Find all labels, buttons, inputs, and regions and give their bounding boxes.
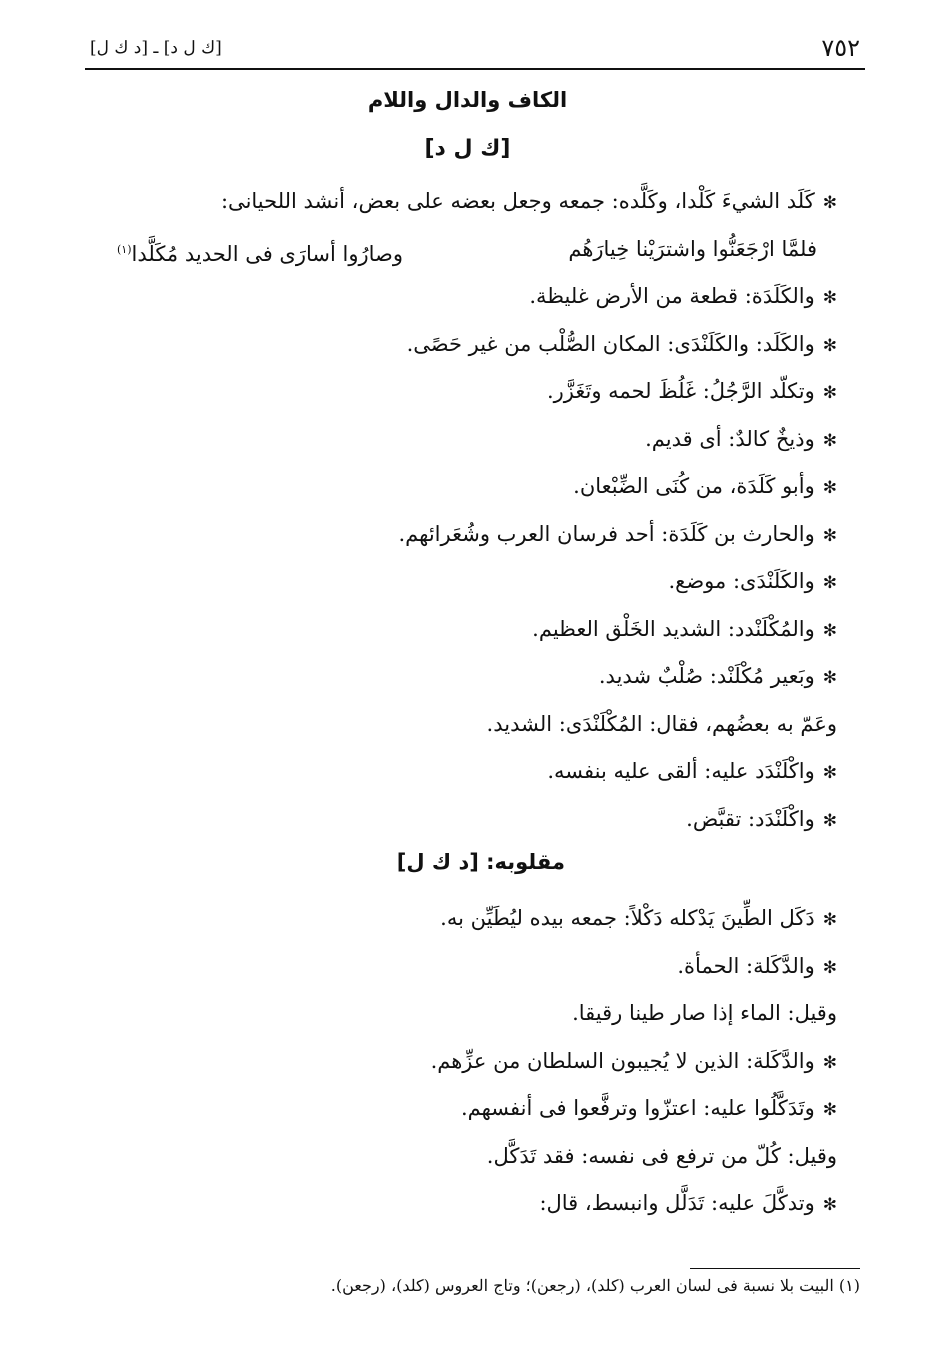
entry-line — [97, 558, 837, 606]
entry-line — [97, 273, 837, 321]
entry-line — [97, 511, 837, 559]
entry-line — [97, 1038, 837, 1086]
entry-star-icon: ✻ — [822, 478, 837, 498]
entry-text: وعَمّ به بعضُهم، فقال: المُكْلَنْدَى: الشديد. — [486, 711, 837, 736]
entry-line — [97, 796, 837, 844]
entry-star-icon: ✻ — [822, 1052, 837, 1073]
entry-line — [97, 895, 837, 943]
entry-text: كَلَد الشيءَ كَلْدا، وكَلَّده: جمعه وجعل بعضه على بعض، أنشد اللحيانى: — [220, 189, 815, 213]
entry-line — [97, 606, 837, 654]
verse-second-hemistich: وصارُوا أسارَى فى الحديد مُكَلَّدا$^{(١)}$ — [117, 242, 403, 266]
entry-line — [97, 416, 837, 464]
entry-line — [97, 990, 837, 1038]
entry-text: وقيل: كُلّ من ترفع فى نفسه: فقد تَدَكَّل. — [486, 1143, 837, 1168]
entry-line — [97, 748, 837, 796]
entry-line — [97, 368, 837, 416]
entry-star-icon: ✻ — [822, 620, 837, 641]
entry-line — [97, 1180, 837, 1228]
entry-star-icon: ✻ — [822, 957, 837, 978]
entry-star-icon: ✻ — [822, 335, 837, 356]
entry-line — [97, 653, 837, 701]
entry-star-icon: ✻ — [822, 193, 837, 213]
entry-text: وأبو كَلَدَة، من كُنَى الضِّبْعان. — [573, 474, 815, 498]
entry-text: وذيخٌ كالدٌ: أى قديم. — [645, 426, 815, 451]
entry-star-icon: ✻ — [822, 383, 837, 403]
root-heading: [ك ل د] — [424, 136, 511, 161]
entry-text: والكَلَنْدَى: موضع. — [668, 569, 815, 593]
entry-star-icon: ✻ — [822, 573, 837, 593]
entry-line — [97, 701, 837, 749]
entry-text: وتدكَّلَ عليه: تَدَلَّل وانبسط، قال: — [539, 1191, 815, 1215]
page-number: ٧٥٢ — [821, 34, 860, 62]
entry-text: واكْلَنْدَد: تقبَّض. — [686, 806, 815, 831]
entries-list-2 — [97, 895, 837, 1228]
footnote: (١) البيت بلا نسبة فى لسان العرب (كلد)، (رجعن)؛ وتاج العروس (كلد)، (رجعن). — [330, 1276, 860, 1295]
maqlub-heading: مقلوبه: [د ك ل] — [396, 850, 565, 874]
entry-line — [97, 1085, 837, 1133]
footnote-rule — [690, 1268, 860, 1269]
entry-star-icon: ✻ — [822, 1100, 837, 1120]
running-head-roots: [ك ل د] ـ [د ك ل] — [90, 38, 222, 58]
entry-star-icon: ✻ — [822, 668, 837, 688]
entry-line — [97, 178, 837, 226]
footnote-ref: (١) — [117, 243, 132, 256]
entry-text: وتكلّد الرَّجُلُ: غَلُظَ لحمه وتَغَزَّر. — [546, 379, 815, 403]
entry-star-icon: ✻ — [822, 430, 837, 451]
entries-list — [97, 178, 837, 843]
section-title: الكاف والدال واللام — [367, 88, 568, 112]
entry-star-icon: ✻ — [822, 763, 837, 783]
entry-text: واكْلَنْدَد عليه: ألقى عليه بنفسه. — [547, 759, 815, 783]
entry-text: والحارث بن كَلَدَة: أحد فرسان العرب وشُعَرائهم. — [398, 521, 815, 546]
entry-text: والدَّكَلة: الذين لا يُجيبون السلطان من عزِّهم. — [430, 1048, 815, 1073]
entry-line — [97, 943, 837, 991]
entry-star-icon: ✻ — [822, 288, 837, 308]
entry-star-icon: ✻ — [822, 910, 837, 930]
entry-text: والكَلَد: والكَلَنْدَى: المكان الصُّلْب من غير حَصًى. — [406, 331, 815, 356]
entry-line — [97, 321, 837, 369]
entry-text: والدَّكَلة: الحمأة. — [677, 953, 815, 978]
verse-first-hemistich: فلمَّا ارْجَعَنُّوا واشترَيْنا خِيارَهُم — [568, 237, 817, 261]
entry-text: وقيل: الماء إذا صار طينا رقيقا. — [572, 1001, 837, 1025]
entry-text: وتَدَكَّلُوا عليه: اعتزّوا وترفَّعوا فى أنفسهم. — [460, 1096, 815, 1120]
entry-text: والمُكْلَنْدد: الشديد الخَلْق العظيم. — [532, 616, 815, 641]
entry-text: دَكَل الطِّينَ يَدْكله دَكْلاً: جمعه بيده ليُطَيِّن به. — [440, 906, 815, 930]
entry-star-icon: ✻ — [822, 810, 837, 831]
verse-line — [117, 226, 817, 274]
entry-star-icon: ✻ — [822, 1195, 837, 1215]
entry-line — [97, 463, 837, 511]
entry-text: والكَلَدَة: قطعة من الأرض غليظة. — [529, 284, 815, 308]
running-head — [90, 30, 860, 66]
entry-star-icon: ✻ — [822, 525, 837, 546]
header-rule — [85, 68, 865, 70]
entry-line — [97, 1133, 837, 1181]
entry-text: وبَعير مُكْلَنْد: صُلْبٌ شديد. — [598, 664, 815, 688]
